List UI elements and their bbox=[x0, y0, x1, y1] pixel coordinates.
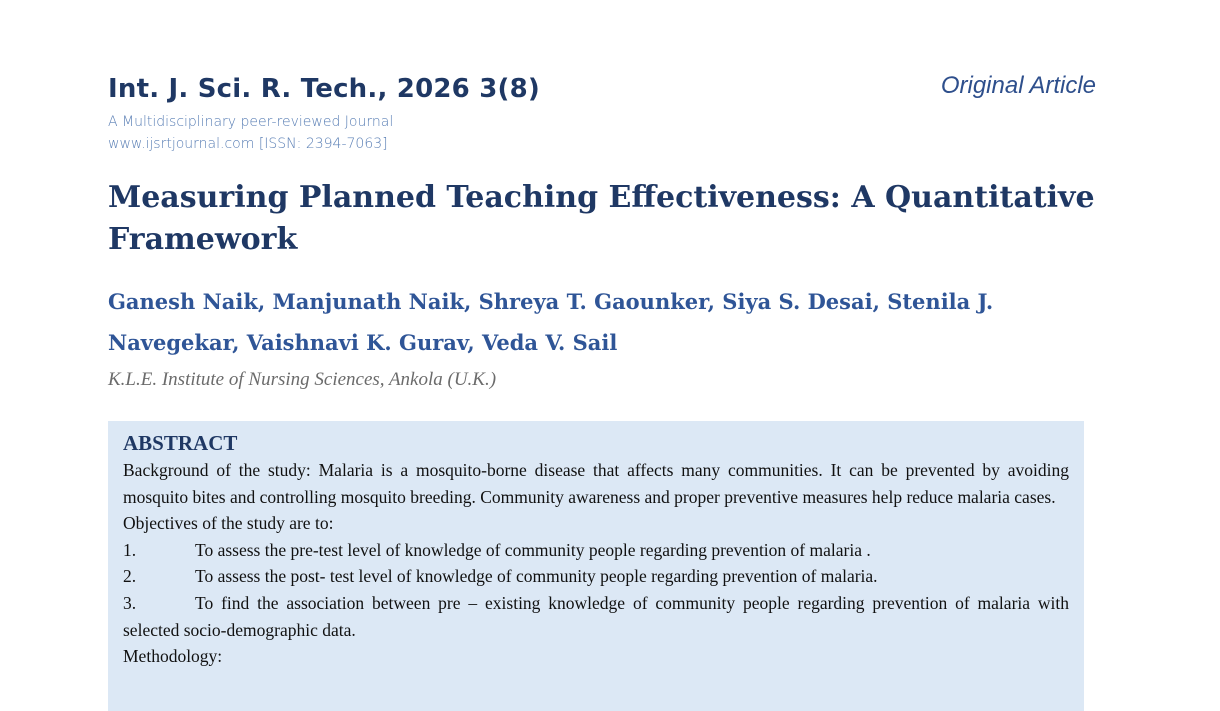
objective-number: 3. bbox=[123, 592, 137, 613]
journal-tagline: A Multidisciplinary peer-reviewed Journal bbox=[108, 114, 394, 130]
objective-number: 1. bbox=[123, 539, 137, 560]
objective-text: To assess the post- test level of knowledge of community people regarding prevention of malaria. bbox=[195, 566, 878, 587]
objective-text: To find the association between pre – existing knowledge of community people regarding prevention of malaria with selected socio-demographic data. bbox=[123, 592, 1069, 640]
objective-number: 2. bbox=[123, 566, 137, 587]
objective-item bbox=[123, 537, 1069, 564]
paper-title: Measuring Planned Teaching Effectiveness: A Quantitative Framework bbox=[108, 180, 1095, 257]
abstract-methodology-label: Methodology: bbox=[123, 646, 223, 667]
objective-text: To assess the pre-test level of knowledge of community people regarding prevention of malaria . bbox=[195, 539, 871, 560]
journal-title: Int. J. Sci. R. Tech., 2026 3(8) bbox=[108, 74, 540, 104]
article-type-label: Original Article bbox=[940, 72, 1096, 99]
objective-item bbox=[123, 590, 1069, 643]
abstract-background: Background of the study: Malaria is a mosquito-borne disease that affects many communities. It can be prevented by avoiding mosquito bites and controlling mosquito breeding. Community awareness and proper preventive measures help reduce malaria cases. bbox=[123, 460, 1069, 507]
objective-item bbox=[123, 563, 1069, 590]
abstract-box bbox=[108, 421, 1084, 711]
author-list: Ganesh Naik, Manjunath Naik, Shreya T. Gaounker, Siya S. Desai, Stenila J. Navegekar, Vaishnavi K. Gurav, Veda V. Sail bbox=[108, 289, 994, 355]
abstract-heading: ABSTRACT bbox=[123, 431, 238, 455]
abstract-objectives-intro: Objectives of the study are to: bbox=[123, 513, 334, 534]
author-affiliation: K.L.E. Institute of Nursing Sciences, Ankola (U.K.) bbox=[108, 369, 497, 390]
journal-website-issn: www.ijsrtjournal.com [ISSN: 2394-7063] bbox=[108, 136, 388, 152]
